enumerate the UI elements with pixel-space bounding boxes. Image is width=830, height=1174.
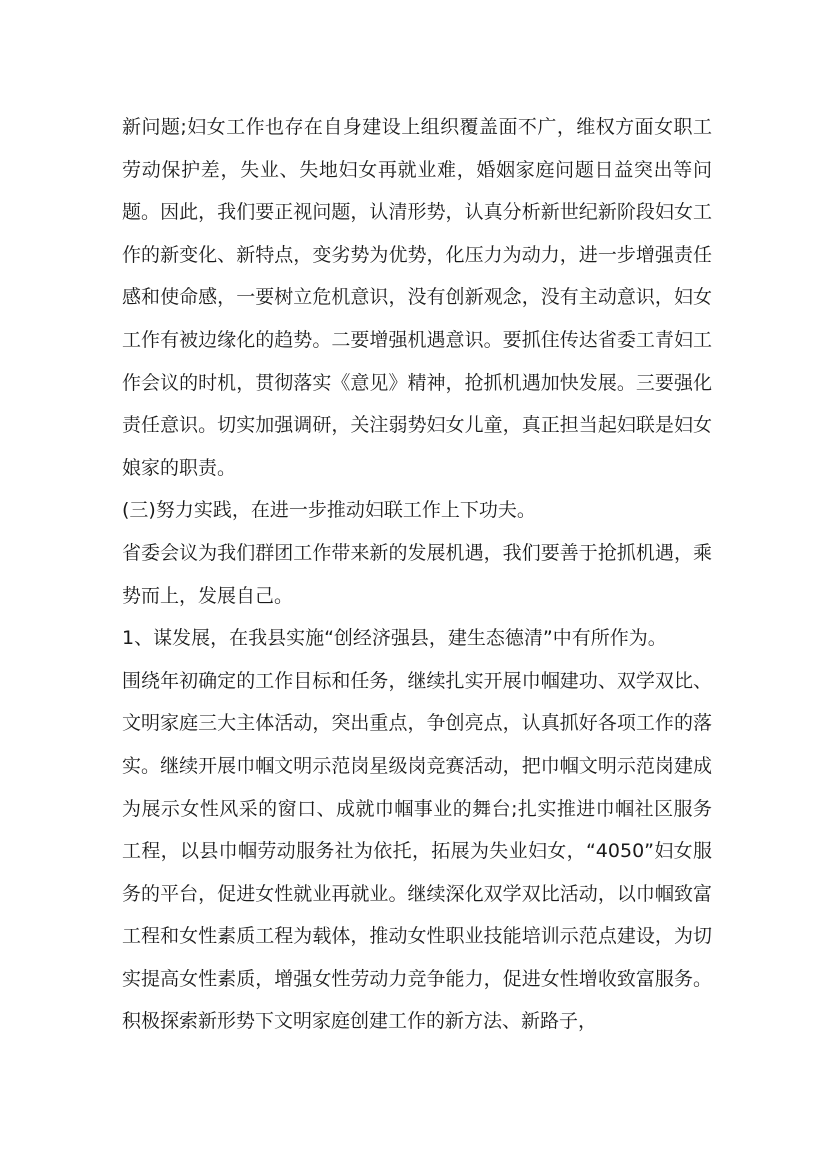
paragraph-item-heading: 1、谋发展，在我县实施“创经济强县，建生态德清”中有所作为。 (122, 627, 667, 650)
paragraph-work-goals: 围绕年初确定的工作目标和任务，继续扎实开展巾帼建功、双学双比、文明家庭三大主体活动，突出重点，争创亮点，认真抓好各项工作的落实。继续开展巾帼文明示范岗星级岗竞赛活动，把巾帼文明示范岗建成为展示女性风采的窗口、成就巾帼事业的舞台;扎实推进巾帼社区服务工程，以县巾帼劳动服务社为依托，拓展为失业妇女，“4050”妇女服务的平台，促进女性就业再就业。继续深化双学双比活动，以巾帼致富工程和女性素质工程为载体，推动女性职业技能培训示范点建设，为切实提高女性素质，增强女性劳动力竞争能力，促进女性增收致富服务。积极探索新形势下文明家庭创建工作的新方法、新路子， (122, 669, 712, 1033)
paragraph-section-heading: (三)努力实践，在进一步推动妇联工作上下功夫。 (122, 499, 536, 522)
document-body (122, 106, 712, 1043)
paragraph-opportunity: 省委会议为我们群团工作带来新的发展机遇，我们要善于抢抓机遇，乘势而上，发展自己。 (122, 541, 712, 607)
paragraph-problems: 新问题;妇女工作也存在自身建设上组织覆盖面不广，维权方面女职工劳动保护差，失业、失地妇女再就业难，婚姻家庭问题日益突出等问题。因此，我们要正视问题，认清形势，认真分析新世纪新阶段妇女工作的新变化、新特点，变劣势为优势，化压力为动力，进一步增强责任感和使命感，一要树立危机意识，没有创新观念，没有主动意识，妇女工作有被边缘化的趋势。二要增强机遇意识。要抓住传达省委工青妇工作会议的时机，贯彻落实《意见》精神，抢抓机遇加快发展。三要强化责任意识。切实加强调研，关注弱势妇女儿童，真正担当起妇联是妇女娘家的职责。 (122, 116, 712, 479)
